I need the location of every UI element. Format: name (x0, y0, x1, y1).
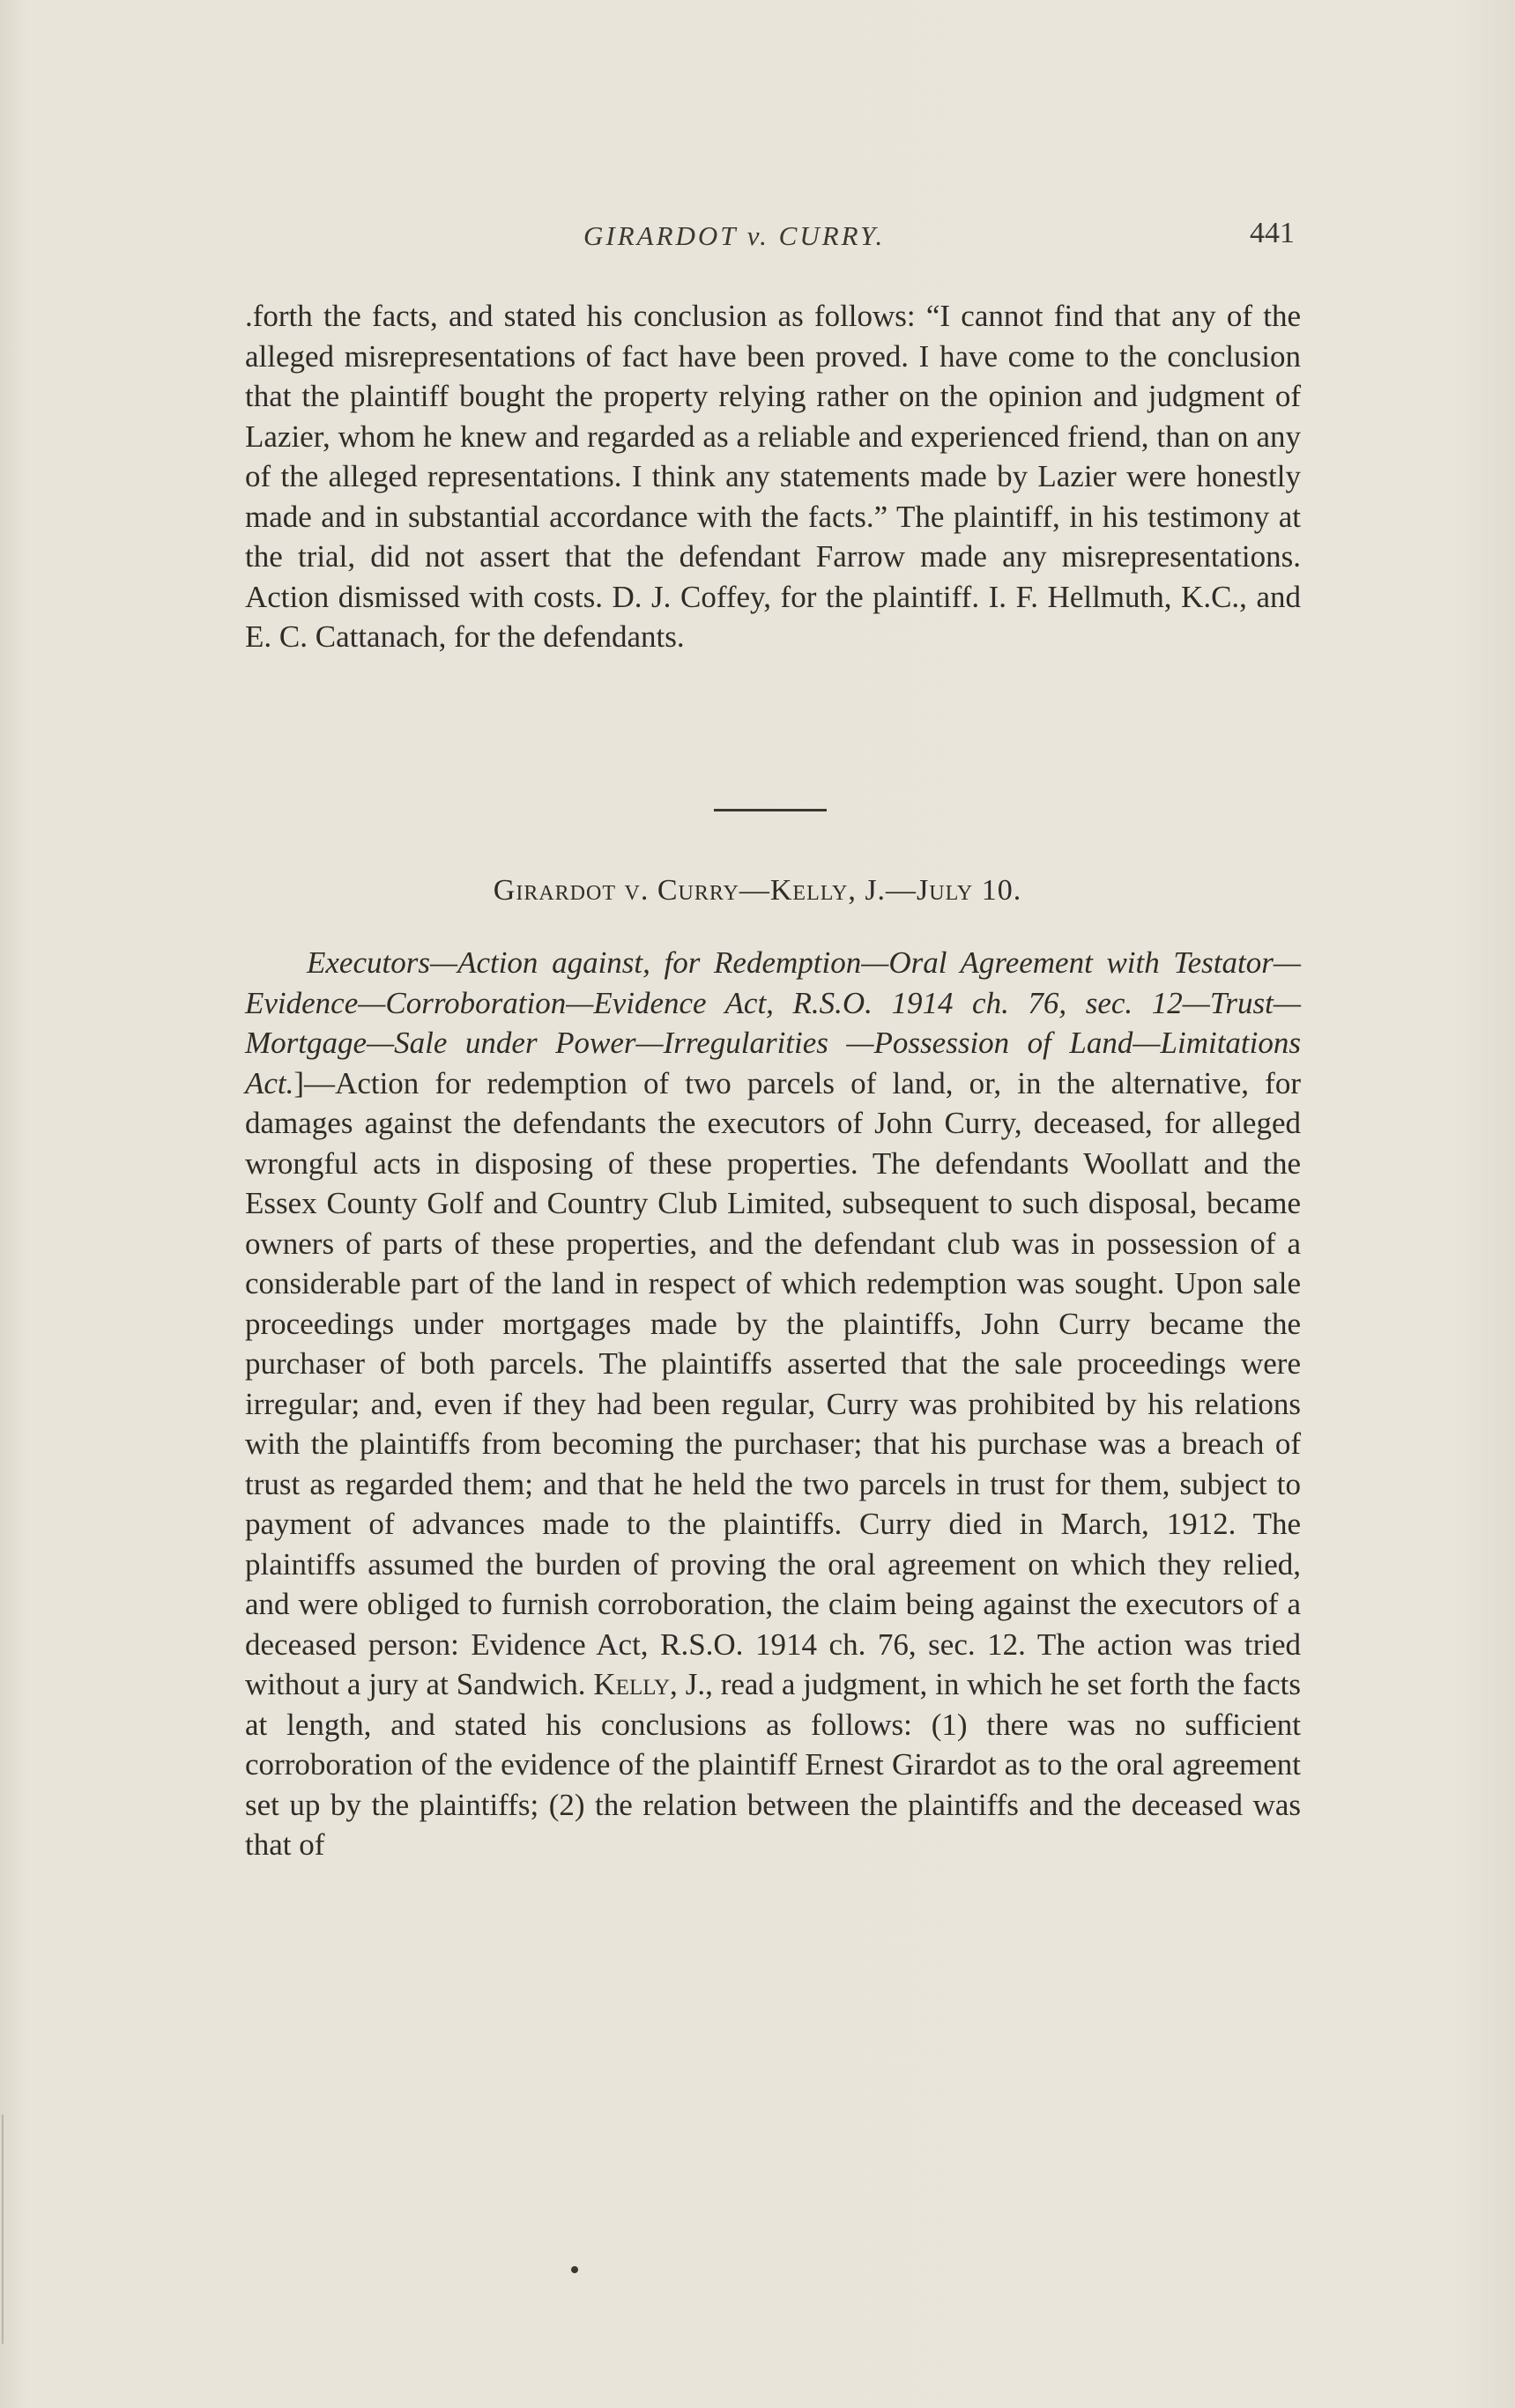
case-summary-paragraph (245, 943, 1301, 1865)
page-header (0, 217, 1515, 256)
headnote: Executors—Action against, for Redemption—Oral Agreement with Testator—Evidence—Corroboration—Evidence Act, R.S.O. 1914 ch. 76, sec. 12—Trust—Mortgage—Sale under Power—Irregularities —Possession of Land—Limitations Act. (245, 945, 1301, 1100)
margin-shadow (2, 2115, 4, 2344)
summary-body-part-1: ]—Action for redemption of two parcels of land, or, in the alternative, for damages against the defendants the executors of John Curry, deceased, for alleged wrongful acts in disposing of these properties. The defendants Woollatt and the Essex County Golf and Country Club Limited, subsequent to such disposal, became owners of parts of these properties, and the defendant club was in possession of a considerable part of the land in respect of which redemption was sought. Upon sale proceedings under mortgages made by the plaintiffs, John Curry became the purchaser of both parcels. The plaintiffs asserted that the sale proceedings were irregular; and, even if they had been regular, Curry was prohibited by his relations with the plaintiffs from becoming the purchaser; that his purchase was a breach of trust as regarded them; and that he held the two parcels in trust for them, subject to payment of advances made to the plaintiffs. Curry died in March, 1912. The plaintiffs assumed the burden of proving the oral agreement on which they relied, and were obliged to furnish corroboration, the claim being against the executors of a deceased person: Evidence Act, R.S.O. 1914 ch. 76, sec. 12. The action was tried without a jury at Sandwich. (245, 1065, 1301, 1701)
paragraph-continued: .forth the facts, and stated his conclusion as follows: “I cannot find that any of the alleged misrepresentations of fact have been proved. I have come to the conclusion that the plaintiff bought the property relying rather on the opinion and judgment of Lazier, whom he knew and regarded as a reliable and experienced friend, than on any of the alleged representations. I think any statements made by Lazier were honestly made and in substantial accordance with the facts.” The plaintiff, in his testimony at the trial, did not assert that the defendant Farrow made any misrepresentations. Action dismissed with costs. D. J. Coffey, for the plaintiff. I. F. Hellmuth, K.C., and E. C. Cattanach, for the defendants. (245, 299, 1301, 654)
summary-body-part-2: , J., read a judgment, in which he set forth the facts at length, and stated his conclusions as follows: (1) there was no sufficient corroboration of the evidence of the plaintiff Ernest Girardot as to the oral agreement set up by the plaintiffs; (2) the relation between the plaintiffs and the deceased was that of (245, 1667, 1302, 1862)
page-number: 441 (1250, 217, 1295, 249)
case-title: Girardot v. Curry—Kelly, J.—July 10. (493, 874, 1022, 907)
judge-name: Kelly (593, 1667, 671, 1701)
ink-speck (571, 2266, 578, 2273)
section-divider (714, 809, 827, 811)
running-head: GIRARDOT v. CURRY. (583, 220, 886, 251)
